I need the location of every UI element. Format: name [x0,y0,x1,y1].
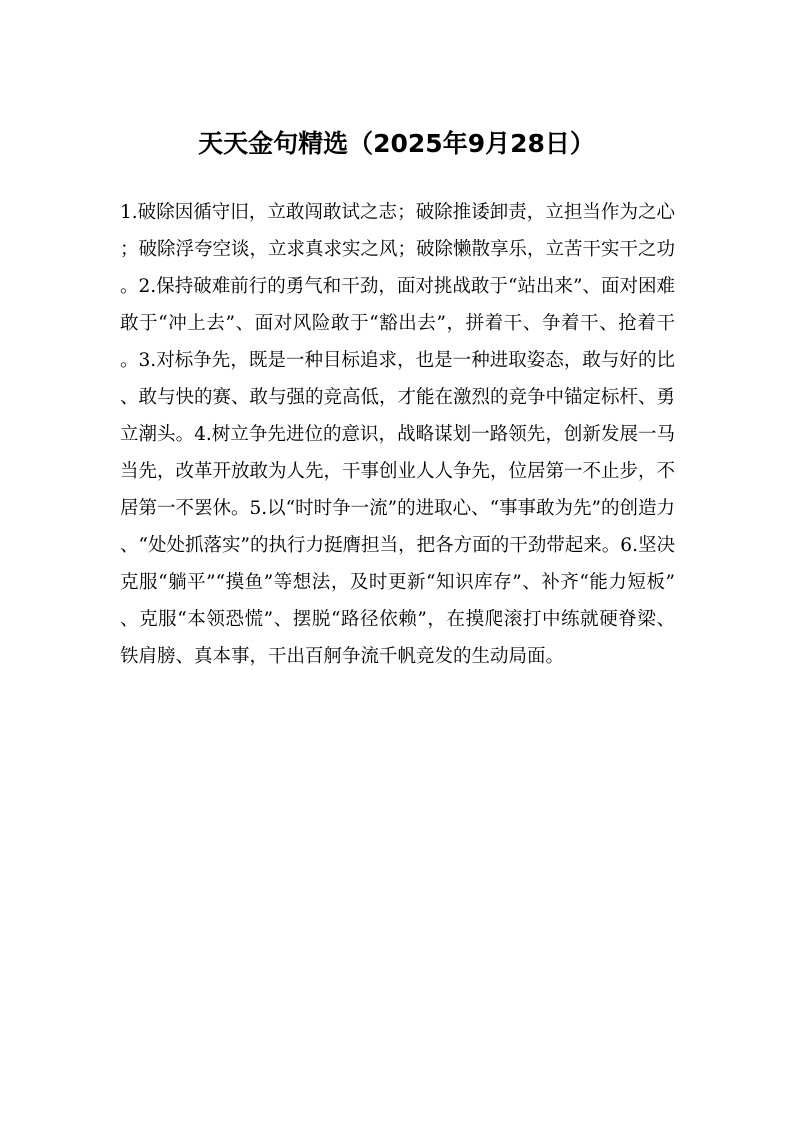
document-title: 天天金句精选（2025年9月28日） [198,129,595,158]
document-body-text: 1.破除因循守旧，立敢闯敢试之志；破除推诿卸责，立担当作为之心；破除浮夸空谈，立求真求实之风；破除懒散享乐，立苦干实干之功。2.保持破难前行的勇气和干劲，面对挑战敢于“站出来”、面对困难敢于“冲上去”、面对风险敢于“豁出去”，拼着干、争着干、抢着干。3.对标争先，既是一种目标追求，也是一种进取姿态，敢与好的比、敢与快的赛、敢与强的竞高低，才能在激烈的竞争中锚定标杆、勇立潮头。4.树立争先进位的意识，战略谋划一路领先，创新发展一马当先，改革开放敢为人先，干事创业人人争先，位居第一不止步，不居第一不罢休。5.以“时时争一流”的进取心、“事事敢为先”的创造力、“处处抓落实”的执行力挺膺担当，把各方面的干劲带起来。6.坚决克服“躺平”“摸鱼”等想法，及时更新“知识库存”、补齐“能力短板”、克服“本领恐慌”、摆脱“路径依赖”，在摸爬滚打中练就硬脊梁、铁肩膀、真本事，干出百舸争流千帆竞发的生动局面。 [120,202,676,667]
